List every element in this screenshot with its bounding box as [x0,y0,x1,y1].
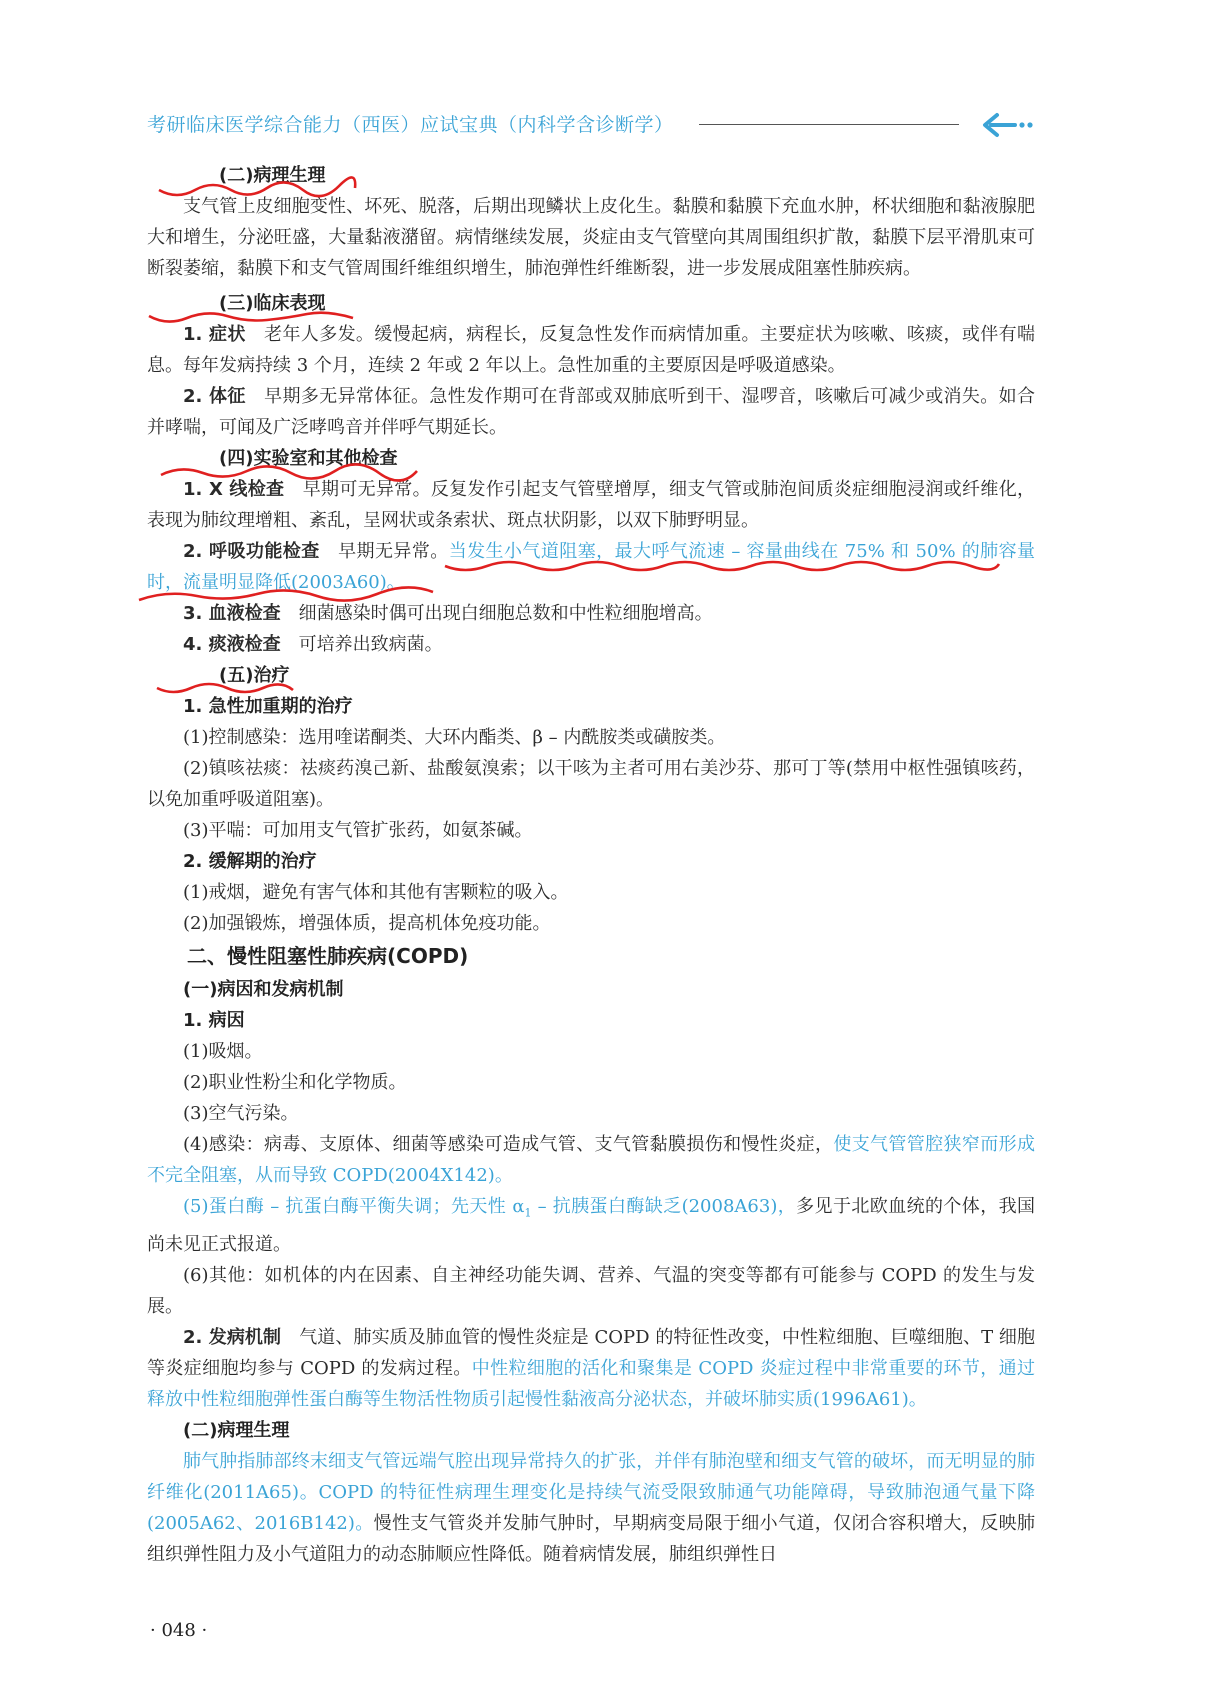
header-title: 考研临床医学综合能力（西医）应试宝典（内科学含诊断学） [147,114,674,136]
highlighted-text: 当发生小气道阻塞，最大呼气流速 – 容量曲线在 75% 和 50% 的肺容量时，流量明显降低(2003A60)。 [147,541,1035,593]
item-label: 2. 体征 [183,386,246,407]
subscript: 1 [524,1206,532,1220]
list-item: (2)职业性粉尘和化学物质。 [183,1072,407,1093]
left-arrow-icon [977,110,1037,140]
item-text: 早期多无异常体征。急性发作期可在背部或双肺底听到干、湿啰音，咳嗽后可减少或消失。如合并哮喘，可闻及广泛哮鸣音并伴呼气期延长。 [147,386,1036,438]
paragraph [147,629,1035,660]
item-text: 慢性支气管炎并发肺气肿时，早期病变局限于细小气道，仅闭合容积增大，反映肺组织弹性阻力及小气道阻力的动态肺顺应性降低。随着病情发展，肺组织弹性日 [147,1512,1035,1565]
annotated-paragraph [147,536,1035,598]
section-heading: (一)病因和发病机制 [183,979,344,1000]
highlighted-text: 肺气肿指肺部终末细支气管远端气腔出现异常持久的扩张，并伴有肺泡壁和细支气管的破坏，而无明显的肺纤维化(2011A65)。COPD 的特征性病理生理变化是持续气流受限致肺通气功能障碍，导致肺泡通气量下降(2005A62、2016B142)。 [147,1450,1035,1534]
item-text: 老年人多发。缓慢起病，病程长，反复急性发作而病情加重。主要症状为咳嗽、咳痰，或伴有喘息。每年发病持续 3 个月，连续 2 年或 2 年以上。急性加重的主要原因是呼吸道感染。 [147,324,1036,376]
list-item: (3)空气污染。 [183,1103,299,1124]
highlighted-text: (5)蛋白酶 – 抗蛋白酶平衡失调；先天性 α [183,1196,525,1217]
heading-text: (五)治疗 [219,665,290,686]
paragraph [147,1446,1035,1570]
heading-text: (四)实验室和其他检查 [219,448,398,469]
item-text: 多见于北欧血统的个体，我国尚未见正式报道。 [147,1196,1036,1255]
list-item: (6)其他：如机体的内在因素、自主神经功能失调、营养、气温的突变等都有可能参与 COPD 的发生与发展。 [147,1264,1035,1317]
paragraph [147,536,1035,598]
paragraph [147,598,1035,629]
highlighted-text: 中性粒细胞的活化和聚集是 COPD 炎症过程中非常重要的环节，通过释放中性粒细胞弹性蛋白酶等生物活性物质引起慢性黏液高分泌状态，并破坏肺实质(1996A61)。 [147,1357,1035,1410]
item-label: 1. X 线检查 [183,479,285,500]
subheading: 1. 急性加重期的治疗 [183,696,353,717]
page-number: · 048 · [150,1620,208,1641]
list-item: (3)平喘：可加用支气管扩张药，如氨茶碱。 [183,820,533,841]
item-text: 早期可无异常。反复发作引起支气管壁增厚，细支气管或肺泡间质炎症细胞浸润或纤维化，表现为肺纹理增粗、紊乱，呈网状或条索状、斑点状阴影，以双下肺野明显。 [147,479,1036,531]
list-item [147,1129,1035,1191]
highlighted-text: – 抗胰蛋白酶缺乏(2008A63)， [531,1196,797,1217]
chapter-title: 二、慢性阻塞性肺疾病(COPD) [187,944,469,968]
heading-text: (三)临床表现 [219,293,326,314]
section-heading [147,288,1035,319]
item-text: (4)感染：病毒、支原体、细菌等感染可造成气管、支气管黏膜损伤和慢性炎症， [183,1134,834,1155]
item-text: 可培养出致病菌。 [298,634,443,655]
section-heading [147,660,1035,691]
header-rule [699,124,959,125]
section-heading: (二)病理生理 [183,1419,290,1441]
subheading: 1. 病因 [183,1010,245,1031]
annotated-heading [183,288,325,319]
item-text: 气道、肺实质及肺血管的慢性炎症是 COPD 的特征性改变，中性粒细胞、巨噬细胞、T 细胞等炎症细胞均参与 COPD 的发病过程。 [147,1326,1035,1379]
item-label: 1. 症状 [183,324,246,345]
list-item: (1)吸烟。 [183,1041,263,1062]
item-label: 2. 呼吸功能检查 [183,541,320,562]
list-item: (2)加强锻炼，增强体质，提高机体免疫功能。 [183,913,551,934]
item-label: 4. 痰液检查 [183,634,281,655]
paragraph [147,474,1035,536]
subheading: 2. 缓解期的治疗 [183,851,317,872]
page-header [147,110,1037,140]
paragraph: 支气管上皮细胞变性、坏死、脱落，后期出现鳞状上皮化生。黏膜和黏膜下充血水肿，杯状细胞和黏液腺肥大和增生，分泌旺盛，大量黏液潴留。病情继续发展，炎症由支气管壁向其周围组织扩散，黏膜下层平滑肌束可断裂萎缩，黏膜下和支气管周围纤维组织增生，肺泡弹性纤维断裂，进一步发展成阻塞性肺疾病。 [147,196,1035,279]
paragraph [147,381,1035,443]
list-item: (1)戒烟，避免有害气体和其他有害颗粒的吸入。 [183,882,569,903]
annotated-heading [183,660,289,691]
annotated-heading [183,160,325,191]
item-text: 细菌感染时偶可出现白细胞总数和中性粒细胞增高。 [298,603,713,624]
list-item [147,1191,1035,1260]
paragraph [147,1322,1035,1415]
paragraph [147,319,1035,381]
section-heading [147,443,1035,474]
annotated-heading [183,443,397,474]
item-label: 3. 血液检查 [183,603,281,624]
section-heading [147,160,1035,191]
list-item: (1)控制感染：选用喹诺酮类、大环内酯类、β – 内酰胺类或磺胺类。 [183,727,726,748]
heading-text: (二)病理生理 [219,165,326,186]
page-content [147,160,1035,1570]
item-label: 2. 发病机制 [183,1326,282,1348]
list-item: (2)镇咳祛痰：祛痰药溴己新、盐酸氨溴索；以干咳为主者可用右美沙芬、那可丁等(禁用中枢性强镇咳药，以免加重呼吸道阻塞)。 [147,758,1035,810]
item-text: 早期无异常。 [338,541,449,562]
highlighted-text: 使支气管管腔狭窄而形成不完全阻塞，从而导致 COPD(2004X142)。 [147,1134,1035,1186]
